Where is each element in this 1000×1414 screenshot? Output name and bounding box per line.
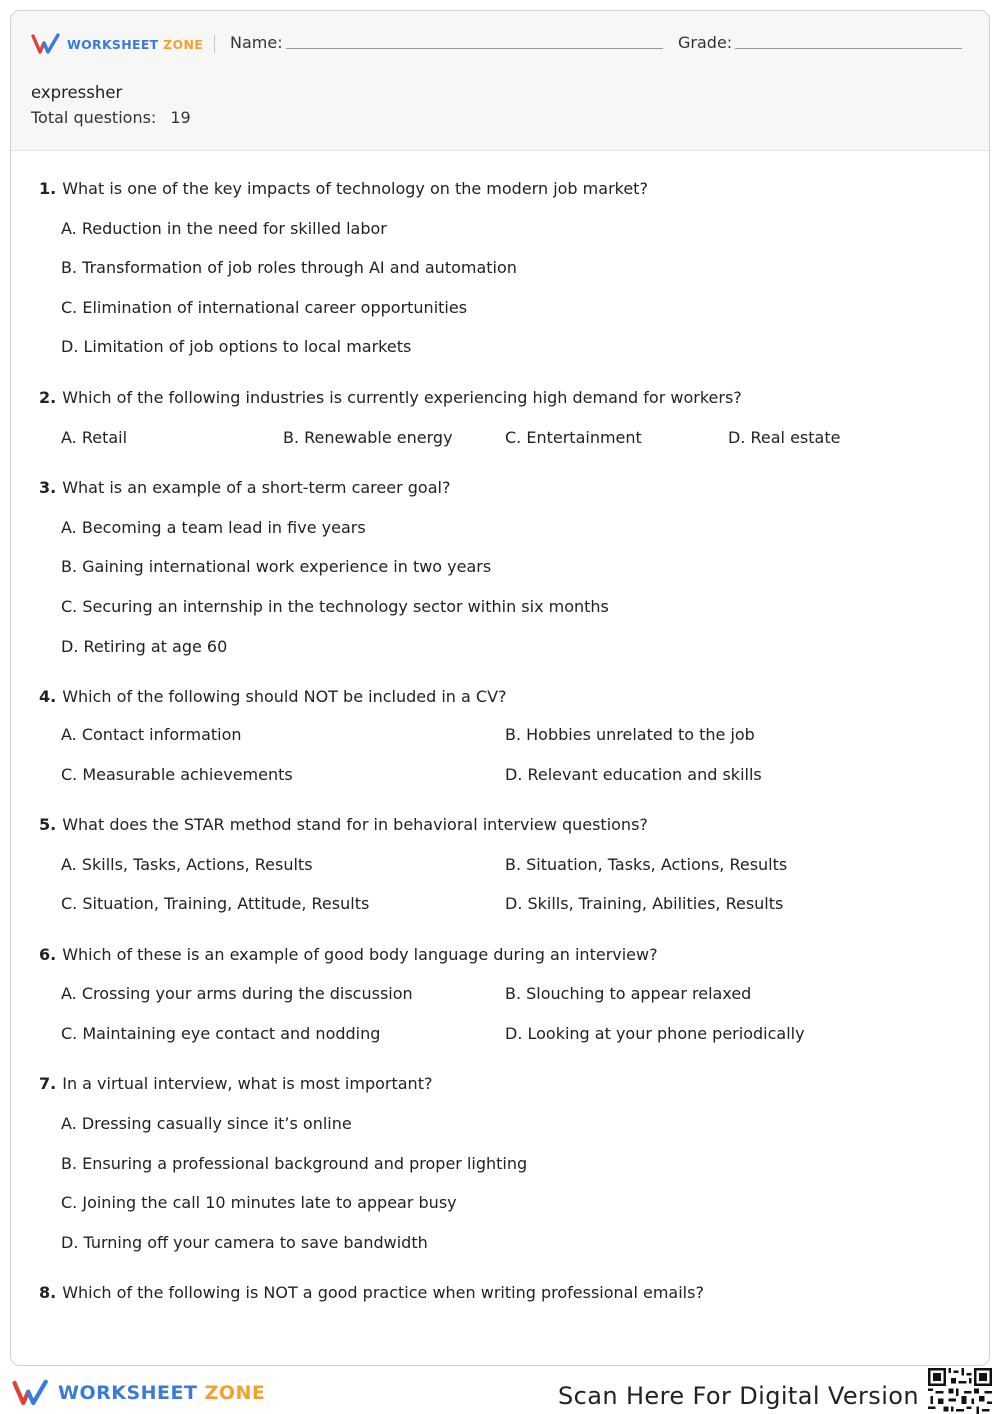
logo-word-1: WORKSHEET <box>58 1382 198 1404</box>
question-text: What is one of the key impacts of technology on the modern job market? <box>62 179 648 198</box>
worksheet-title: expressher <box>31 83 123 102</box>
question-number: 6. <box>39 945 57 964</box>
header-logo[interactable] <box>31 33 203 55</box>
question-number: 3. <box>39 478 57 497</box>
logo-word-2: ZONE <box>204 1382 266 1404</box>
scan-instruction: Scan Here For Digital Version <box>558 1382 919 1410</box>
question-7-option-b[interactable]: B. Ensuring a professional background and proper lighting <box>61 1154 528 1173</box>
question-number: 4. <box>39 687 57 706</box>
total-questions-value: 19 <box>170 108 191 127</box>
total-questions <box>31 108 191 127</box>
question-7-option-d[interactable]: D. Turning off your camera to save bandwidth <box>61 1233 428 1252</box>
logo-word-2: ZONE <box>163 36 204 52</box>
worksheet-header <box>11 11 989 151</box>
question-7-option-c[interactable]: C. Joining the call 10 minutes late to appear busy <box>61 1193 457 1212</box>
question-text: Which of the following is NOT a good practice when writing professional emails? <box>62 1283 704 1302</box>
question-6-option-b[interactable]: B. Slouching to appear relaxed <box>505 984 752 1003</box>
logo-wordmark <box>67 37 203 52</box>
question-5-option-d[interactable]: D. Skills, Training, Abilities, Results <box>505 894 784 913</box>
worksheetzone-logo-icon <box>31 33 63 55</box>
question-number: 8. <box>39 1283 57 1302</box>
question-4-option-b[interactable]: B. Hobbies unrelated to the job <box>505 725 755 744</box>
question-1-option-c[interactable]: C. Elimination of international career opportunities <box>61 298 468 317</box>
question-4-option-d[interactable]: D. Relevant education and skills <box>505 765 762 784</box>
question-2-option-a[interactable]: A. Retail <box>61 428 128 447</box>
question-text: What is an example of a short-term career goal? <box>62 478 451 497</box>
header-divider <box>214 35 215 53</box>
total-questions-label: Total questions: <box>31 108 157 127</box>
grade-field[interactable] <box>735 48 962 49</box>
question-3-option-c[interactable]: C. Securing an internship in the technology sector within six months <box>61 597 609 616</box>
question-2-option-c[interactable]: C. Entertainment <box>505 428 642 447</box>
question-number: 5. <box>39 815 57 834</box>
question-5-option-b[interactable]: B. Situation, Tasks, Actions, Results <box>505 855 788 874</box>
question-3-option-d[interactable]: D. Retiring at age 60 <box>61 637 228 656</box>
footer-logo-wordmark <box>58 1382 265 1404</box>
question-3-option-a[interactable]: A. Becoming a team lead in five years <box>61 518 366 537</box>
question-3-option-b[interactable]: B. Gaining international work experience in two years <box>61 557 492 576</box>
question-number: 1. <box>39 179 57 198</box>
question-text: What does the STAR method stand for in behavioral interview questions? <box>62 815 648 834</box>
qr-code-icon[interactable] <box>928 1368 992 1414</box>
question-7-option-a[interactable]: A. Dressing casually since it’s online <box>61 1114 352 1133</box>
footer-logo[interactable] <box>12 1378 265 1408</box>
question-4 <box>39 687 507 706</box>
question-number: 7. <box>39 1074 57 1093</box>
logo-word-1: WORKSHEET <box>67 36 159 52</box>
question-2-option-d[interactable]: D. Real estate <box>728 428 841 447</box>
question-text: In a virtual interview, what is most important? <box>62 1074 433 1093</box>
question-7 <box>39 1074 432 1093</box>
page-footer <box>0 1366 1000 1414</box>
question-1 <box>39 179 648 198</box>
question-2 <box>39 388 742 407</box>
question-2-option-b[interactable]: B. Renewable energy <box>283 428 453 447</box>
question-text: Which of these is an example of good body language during an interview? <box>62 945 658 964</box>
question-1-option-d[interactable]: D. Limitation of job options to local markets <box>61 337 412 356</box>
question-text: Which of the following should NOT be included in a CV? <box>62 687 507 706</box>
question-6-option-a[interactable]: A. Crossing your arms during the discussion <box>61 984 413 1003</box>
grade-label: Grade: <box>678 33 733 52</box>
name-field[interactable] <box>286 48 663 49</box>
question-number: 2. <box>39 388 57 407</box>
question-3 <box>39 478 450 497</box>
question-1-option-b[interactable]: B. Transformation of job roles through AI and automation <box>61 258 517 277</box>
question-4-option-a[interactable]: A. Contact information <box>61 725 242 744</box>
worksheet-page <box>10 10 990 1366</box>
question-text: Which of the following industries is currently experiencing high demand for workers? <box>62 388 742 407</box>
question-5-option-a[interactable]: A. Skills, Tasks, Actions, Results <box>61 855 313 874</box>
question-5 <box>39 815 648 834</box>
question-8 <box>39 1283 704 1302</box>
question-6-option-c[interactable]: C. Maintaining eye contact and nodding <box>61 1024 381 1043</box>
question-6-option-d[interactable]: D. Looking at your phone periodically <box>505 1024 805 1043</box>
name-label: Name: <box>230 33 283 52</box>
question-4-option-c[interactable]: C. Measurable achievements <box>61 765 293 784</box>
question-1-option-a[interactable]: A. Reduction in the need for skilled labor <box>61 219 387 238</box>
worksheetzone-logo-icon <box>12 1378 52 1408</box>
question-5-option-c[interactable]: C. Situation, Training, Attitude, Results <box>61 894 370 913</box>
question-6 <box>39 945 658 964</box>
